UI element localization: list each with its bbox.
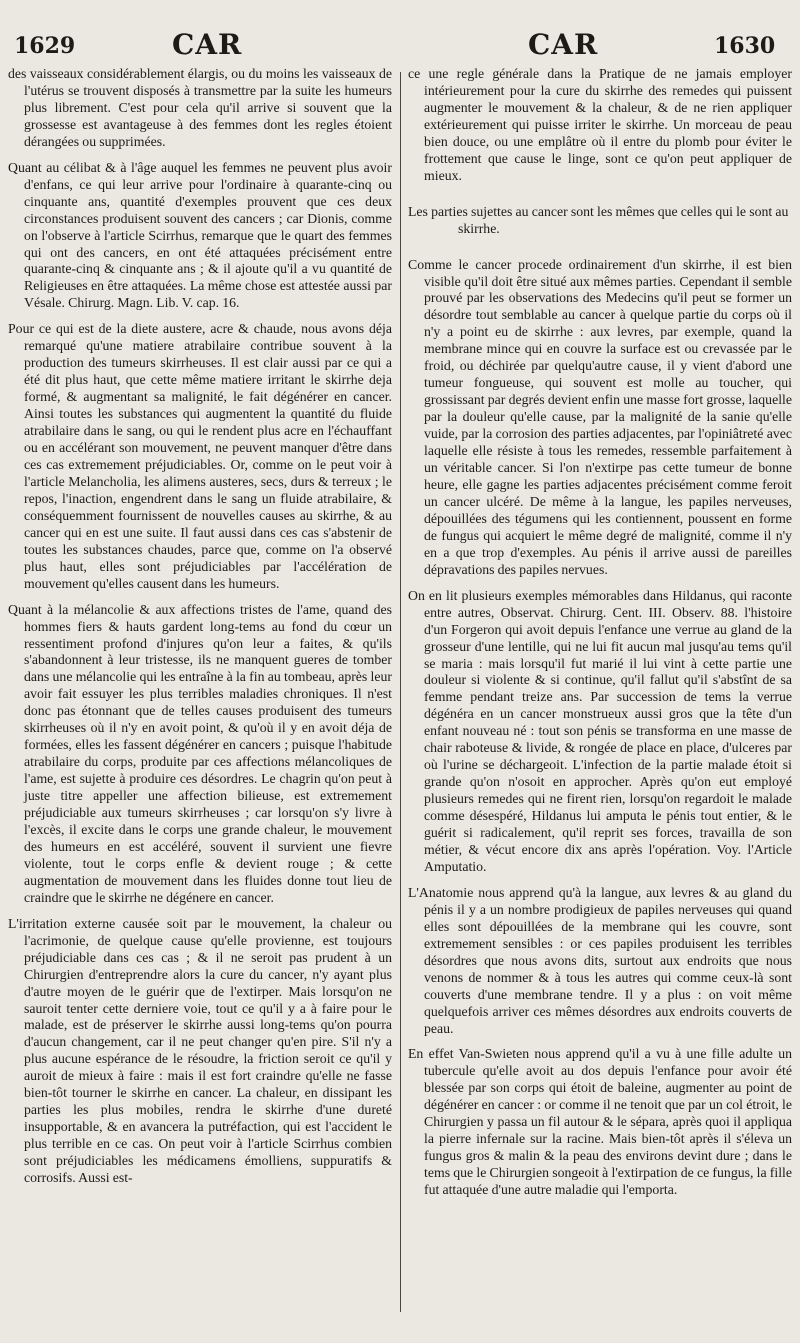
left-page-number: 1629 (14, 33, 76, 59)
paragraph: En effet Van-Swieten nous apprend qu'il a vu à une fille adulte un tubercule qu'elle avoit au dos depuis l'enfance pour avoir été blessée par son corps qui étoit de baleine, augmenter au point de dégénérer en cancer : or comme il ne tenoit que par un col étroit, le Chirurgien y passa un fil autour & le sépara, après quoi il appliqua la pierre infernale sur la racine. Mais bien-tôt après il s'éleva un fungus gros & malin & la peau des environs devint dure ; dans le tems que le Chirurgien songeoit à l'extirpation de ce fungus, la fille fut attaquée d'une autre maladie qui l'emporta. (408, 1046, 792, 1198)
paragraph: Comme le cancer procede ordinairement d'un skirrhe, il est bien visible qu'il doit être situé aux mêmes parties. Cependant il semble prouvé par les observations des Medecins qu'il peut se former un désordre tout semblable au cancer à quelque partie du corps où il n'y a point eu de skirrhe : aux levres, par exemple, quand la membrane mince qui en couvre la surface est ou crevassée par le froid, ou déchirée par quelqu'autre cause, il y vient d'abord une tumeur fongueuse, qui souvent est molle au toucher, qui grossissant par degrés devient enfin une masse fort grosse, laquelle par la douleur qu'elle cause, par la malignité de la sanie qu'elle vuide, par la corrosion des parties adjacentes, par l'opiniâtreté avec laquelle elle résiste à tous les remedes, ressemble parfaitement à un véritable cancer. Si l'on n'extirpe pas cette tumeur de bonne heure, elle gagne les parties adjacentes précisément comme feroit un cancer ulcéré. De même à la langue, les papiles nerveuses, dépouillées des tégumens qui les contiennent, poussent en forme de fungus qui acquiert le même degré de malignité, comme il n'y en a que trop d'exemples. Au pénis il arrive aussi de pareilles dépravations des papiles nervues. (408, 256, 792, 577)
right-running-title: CAR (528, 28, 599, 61)
paragraph: ce une regle générale dans la Pratique de ne jamais employer intérieurement pour la cure du skirrhe des remedes qui puissent augmenter le mouvement & la chaleur, & de ne rien appliquer extérieurement qui puisse irriter le skirrhe. Un morceau de peau bien douce, ou une emplâtre où il entre du plomb pour éviter le frottement que cause le linge, sont ce qu'on peut appliquer de mieux. (408, 66, 792, 183)
section-heading: Les parties sujettes au cancer sont les mêmes que celles qui le sont au skirrhe. (408, 203, 789, 236)
paragraph: On en lit plusieurs exemples mémorables dans Hildanus, qui raconte entre autres, Observat. Chirurg. Cent. III. Observ. 88. l'histoire d'un Forgeron qui avoit depuis l'enfance une verrue au gland de la grosseur d'une lentille, qui ne lui fit aucun mal jusqu'au tems qu'il se maria : mais lorsqu'il fut marié il lui vint à cette partie une douleur si violente & si continue, qu'il fallut qu'il s'abstînt de sa femme pendant treize ans. Par succession de tems la verrue dégénéra en un cancer monstrueux aussi gros que la tête d'un enfant nouveau né : tout son pénis se transforma en une masse de chair raboteuse & livide, & rongée de place en place, d'ulceres par où l'urine se déchargeoit. L'infection de la partie malade étoit si grande qu'on n'osoit en approcher. Après qu'on eut employé plusieurs remedes qui ne firent rien, lorsqu'on regardoit le malade comme désespéré, Hildanus lui amputa le pénis tout entier, & le guérit si radicalement, qu'il reprit ses forces, travailla de son métier, & vécut encore dix ans après l'opération. Voy. l'Article Amputatio. (408, 587, 792, 874)
paragraph: Pour ce qui est de la diete austere, acre & chaude, nous avons déja remarqué qu'une matiere atrabilaire contribue souvent à la production des tumeurs skirrheuses. Il est clair aussi par ce qui a été dit plus haut, que cette même matiere irritant le skirrhe deja formé, & augmentant sa malignité, le fait dégénérer en cancer. Ainsi toutes les substances qui augmentent la quantité du fluide atrabilaire dans le sang, ou qui le rendent plus acre en l'échauffant ou en accélérant son mouvement, ne peuvent manquer d'être dans ces cas extremement préjudiciables. Or, comme on le peut voir à l'article Melancholia, les alimens austeres, secs, durs & terreux ; le repos, l'inaction, engendrent dans le sang un fluide atrabilaire, & conséquemment fournissent de nouvelles causes au skirrhe, & au cancer qui en est une suite. Il faut aussi dans ces cas s'abstenir de toutes les substances chaudes, parce que, comme on l'a observé plus haut, elles sont préjudiciables par l'accélération de mouvement qu'elles causent dans les humeurs. (8, 321, 392, 591)
right-page-number: 1630 (714, 33, 776, 59)
spacer (408, 194, 792, 204)
column-divider (400, 72, 401, 1312)
paragraph: Quant au célibat & à l'âge auquel les femmes ne peuvent plus avoir d'enfans, ce qui leur arrive pour l'ordinaire à quarante-cinq ou cinquante ans, quantité d'exemples prouvent que ces deux circonstances produisent souvent des cancers ; car Dionis, comme on l'observe à l'article Scirrhus, remarque que le quart des femmes qui ont des cancers, en ont été attaquées précisément entre quarante-cinq & cinquante ans ; & il ajoute qu'il a vu quantité de Religieuses en être attaquées. La même chose est attestée aussi par Vésale. Chirurg. Magn. Lib. V. cap. 16. (8, 159, 392, 311)
right-column (408, 66, 792, 1326)
left-running-title: CAR (172, 28, 243, 61)
spacer (408, 247, 792, 257)
paragraph: Quant à la mélancolie & aux affections tristes de l'ame, quand des hommes fiers & hauts gardent long-tems au fond du cœur un ressentiment profond d'injures qu'on leur a faites, & qu'ils s'abandonnent à leur tristesse, ils ne manquent gueres de tomber dans une mélancolie qui les entraîne à la fin au tombeau, après leur avoir fait essuyer les plus terribles maladies chroniques. Il n'est donc pas étonnant que de telles causes produisent des tumeurs skirrheuses où il n'y en avoit point, & qu'où il y en avoit déja de formées, elles les fassent dégénérer en cancers ; puisque l'habitude atrabilaire du corps, produite par ces affections mélancoliques de l'ame, est sujette à produire ces désordres. Le chagrin qu'on peut à juste titre appeller une affection bilieuse, est extremement préjudiciable aux tumeurs skirrheuses ; car lorsqu'on s'y livre à l'excès, il excite dans le corps une grande chaleur, le mouvement des humeurs en est accéléré, souvent il survient une fievre violente, tout le corps enfle & devient rouge ; & cette augmentation de mouvement dans les fluides donne tout lieu de craindre que le skirrhe ne dégénere en cancer. (8, 601, 392, 905)
paragraph: L'irritation externe causée soit par le mouvement, la chaleur ou l'acrimonie, de quelque cause qu'elle provienne, est toujours préjudiciable dans ces cas ; & il ne seroit pas prudent à un Chirurgien d'entreprendre alors la cure du cancer, n'y ayant plus d'autre moyen de le guérir que de l'extirper. Mais lorsqu'on ne sauroit tenter cette derniere voie, tout ce qu'il y a à faire pour le malade, est de préserver le skirrhe aussi long-tems qu'on pourra d'aucun changement, car il ne peut changer qu'en pire. S'il n'y a plus aucune espérance de le résoudre, la friction seroit ce qu'il y auroit de mieux à faire : mais il est fort craindre qu'elle ne fasse bien-tôt tourner le skirrhe en cancer. La chaleur, en dissipant les parties les plus mobiles, rendra le skirrhe d'une dureté insupportable, & en avancera la putréfaction, qui est l'accident le plus terrible en ce cas. On peut voir à l'article Scirrhus combien sont préjudiciables les médicamens émolliens, suppuratifs & corrosifs. Aussi est- (8, 915, 392, 1186)
paragraph: L'Anatomie nous apprend qu'à la langue, aux levres & au gland du pénis il y a un nombre prodigieux de papiles nerveuses qui quand elles sont dépouillées de la membrane qui les couvre, sont extremement sensibles : or ces papiles produisent les terribles désordres que nous avons dits, surtout aux endroits que nous venons de nommer & à tous les autres qui comme ceux-là sont couverts d'une membrane tendre. Il y a plus : on voit même quelquefois arriver ces mêmes désordres aux endroits couverts de peau. (408, 884, 792, 1036)
paragraph: des vaisseaux considérablement élargis, ou du moins les vaisseaux de l'utérus se trouvent disposés à transmettre par la suite les humeurs plus librement. C'est pour cela qu'il arrive si souvent que la grossesse est avantageuse à des femmes dont les regles étoient dérangées ou supprimées. (8, 66, 392, 149)
left-column (8, 66, 392, 1326)
